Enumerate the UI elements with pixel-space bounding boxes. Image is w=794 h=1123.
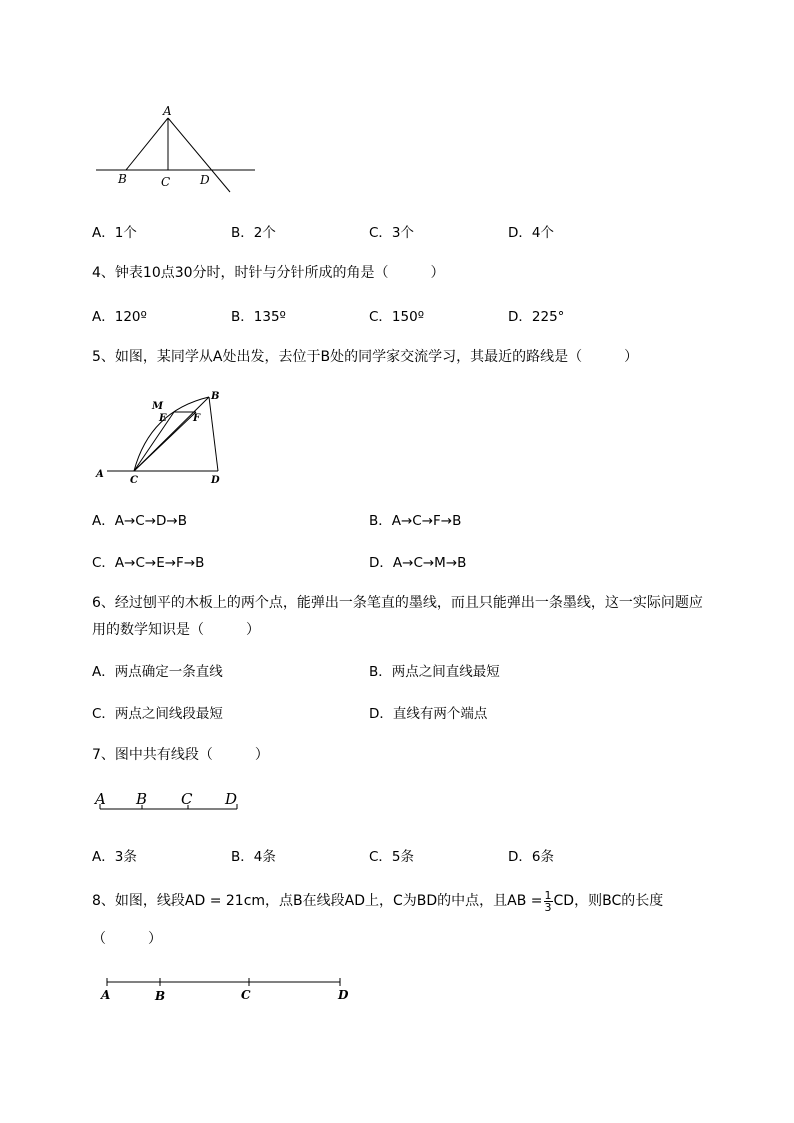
q7-option-b[interactable]: B．4条 <box>231 849 276 865</box>
label-b: B <box>136 790 148 808</box>
label-d: D <box>338 988 349 1002</box>
q4-stem: 4、钟表10点30分时，时针与分针所成的角是（ ） <box>92 265 445 281</box>
label-c: C <box>130 475 138 486</box>
label-a: A <box>96 469 104 480</box>
q4-option-b[interactable]: B．135º <box>231 309 286 325</box>
q7-option-d[interactable]: D．6条 <box>508 849 554 865</box>
q5-option-b[interactable]: B．A→C→F→B <box>369 513 462 529</box>
q4-option-d[interactable]: D．225° <box>508 309 565 325</box>
q8-stem-line2: （ ） <box>92 931 162 947</box>
figure-segment-abcd <box>92 788 247 818</box>
q3-option-a[interactable]: A．1个 <box>92 225 137 241</box>
label-b: B <box>118 172 127 186</box>
q7-stem: 7、图中共有线段（ ） <box>92 747 269 763</box>
q8-stem-part2: CD，则BC的长度 <box>553 893 664 909</box>
q5-option-c[interactable]: C．A→C→E→F→B <box>92 555 205 571</box>
q3-option-d[interactable]: D．4个 <box>508 225 554 241</box>
q8-stem-part1: 8、如图，线段AD = 21cm，点B在线段AD上，C为BD的中点，且AB = <box>92 893 543 909</box>
label-d: D <box>211 475 220 486</box>
label-d: D <box>200 173 210 187</box>
q8-fraction-denominator: 3 <box>544 900 552 914</box>
label-b: B <box>211 391 220 402</box>
q3-option-c[interactable]: C．3个 <box>369 225 415 241</box>
label-c: C <box>241 988 251 1002</box>
label-a: A <box>101 988 111 1002</box>
q6-option-d[interactable]: D．直线有两个端点 <box>369 706 488 722</box>
q8-fraction <box>544 890 553 913</box>
q6-option-a[interactable]: A．两点确定一条直线 <box>92 664 223 680</box>
q5-option-d[interactable]: D．A→C→M→B <box>369 555 467 571</box>
label-a: A <box>95 790 106 808</box>
q4-option-a[interactable]: A．120º <box>92 309 147 325</box>
label-a: A <box>163 104 172 118</box>
q6-option-b[interactable]: B．两点之间直线最短 <box>369 664 500 680</box>
q5-option-a[interactable]: A．A→C→D→B <box>92 513 187 529</box>
q7-option-a[interactable]: A．3条 <box>92 849 137 865</box>
q8-fraction-numerator: 1 <box>544 888 552 902</box>
label-m: M <box>152 401 164 412</box>
figure-segment-ad <box>92 972 362 1006</box>
label-d: D <box>225 790 238 808</box>
q6-stem-line2: 用的数学知识是（ ） <box>92 622 260 638</box>
q8-stem <box>92 886 663 916</box>
label-e: E <box>159 413 167 424</box>
label-c: C <box>181 790 193 808</box>
label-b: B <box>155 989 166 1003</box>
label-c: C <box>161 175 171 189</box>
q4-option-c[interactable]: C．150º <box>369 309 425 325</box>
figure-routes <box>92 385 237 490</box>
q3-option-b[interactable]: B．2个 <box>231 225 276 241</box>
q7-option-c[interactable]: C．5条 <box>369 849 415 865</box>
q6-option-c[interactable]: C．两点之间线段最短 <box>92 706 223 722</box>
label-f: F <box>193 413 201 424</box>
q6-stem-line1: 6、经过刨平的木板上的两个点，能弹出一条笔直的墨线，而且只能弹出一条墨线，这一实际问题应 <box>92 595 703 611</box>
q5-stem: 5、如图，某同学从A处出发，去位于B处的同学家交流学习，其最近的路线是（ ） <box>92 349 639 365</box>
figure-triangle-lines <box>90 100 270 200</box>
